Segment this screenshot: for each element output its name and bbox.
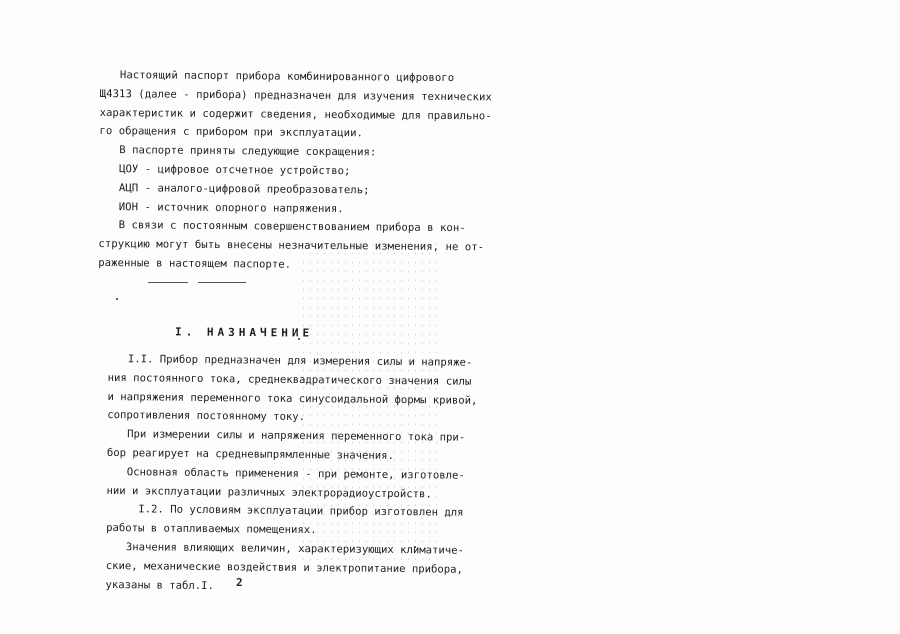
body-line: нии и эксплуатации различных электрорадиоустройств. [106,484,432,500]
intro-line: характеристик и содержит сведения, необходимые для правильно- [99,106,492,123]
body-line: ния постоянного тока, среднеквадратического значения силы [107,371,472,388]
body-line: бор реагирует на средневыпрямленные значения. [106,446,394,462]
intro-line: В связи с постоянным совершенствованием прибора в кон- [118,219,466,235]
section-title: I. НАЗНАЧЕНИЕ [174,325,314,340]
divider-rule [148,282,188,283]
body-line: При измерении силы и напряжения переменного тока при- [127,428,466,444]
body-line: ские, механические воздействия и электропитание прибора, [105,559,463,576]
intro-line: раженные в настоящем паспорте. [98,256,292,271]
intro-line: Настоящий паспорт прибора комбинированного цифрового [119,69,455,85]
body-line: I.I. Прибор предназначен для измерения силы и напряже- [127,353,473,369]
body-line: сопротивления постоянному току. [107,409,306,424]
scan-dot [116,298,118,300]
divider-rule [198,282,246,283]
page-number: 2 [236,576,243,589]
body-line: Значения влияющих величин, характеризующих климатиче- [125,541,465,557]
intro-line: Щ4313 (далее - прибора) предназначен для изучения технических [99,87,492,104]
body-line: работы в отапливаемых помещениях. [106,522,317,537]
intro-text [98,66,492,276]
intro-line: АЦП - аналого-цифровой преобразователь; [118,181,370,197]
body-line: I.2. По условиям эксплуатации прибор изготовлен для [138,503,464,520]
section-body [105,350,477,598]
intro-line: В паспорте приняты следующие сокращения: [119,144,377,159]
body-line: Основная область применения - при ремонте, изготовле- [126,465,465,482]
intro-line: струкцию могут быть внесены незначительные изменения, не от- [98,238,485,254]
body-line: указаны в табл.I. [105,578,215,592]
intro-line: го обращения с прибором при эксплуатации. [99,125,364,140]
body-line: и напряжения переменного тока синусоидальной формы кривой, [107,390,478,407]
intro-line: ЦОУ - цифровое отсчетное устройство; [119,163,351,178]
intro-line: ИОН - источник опорного напряжения. [118,200,344,215]
